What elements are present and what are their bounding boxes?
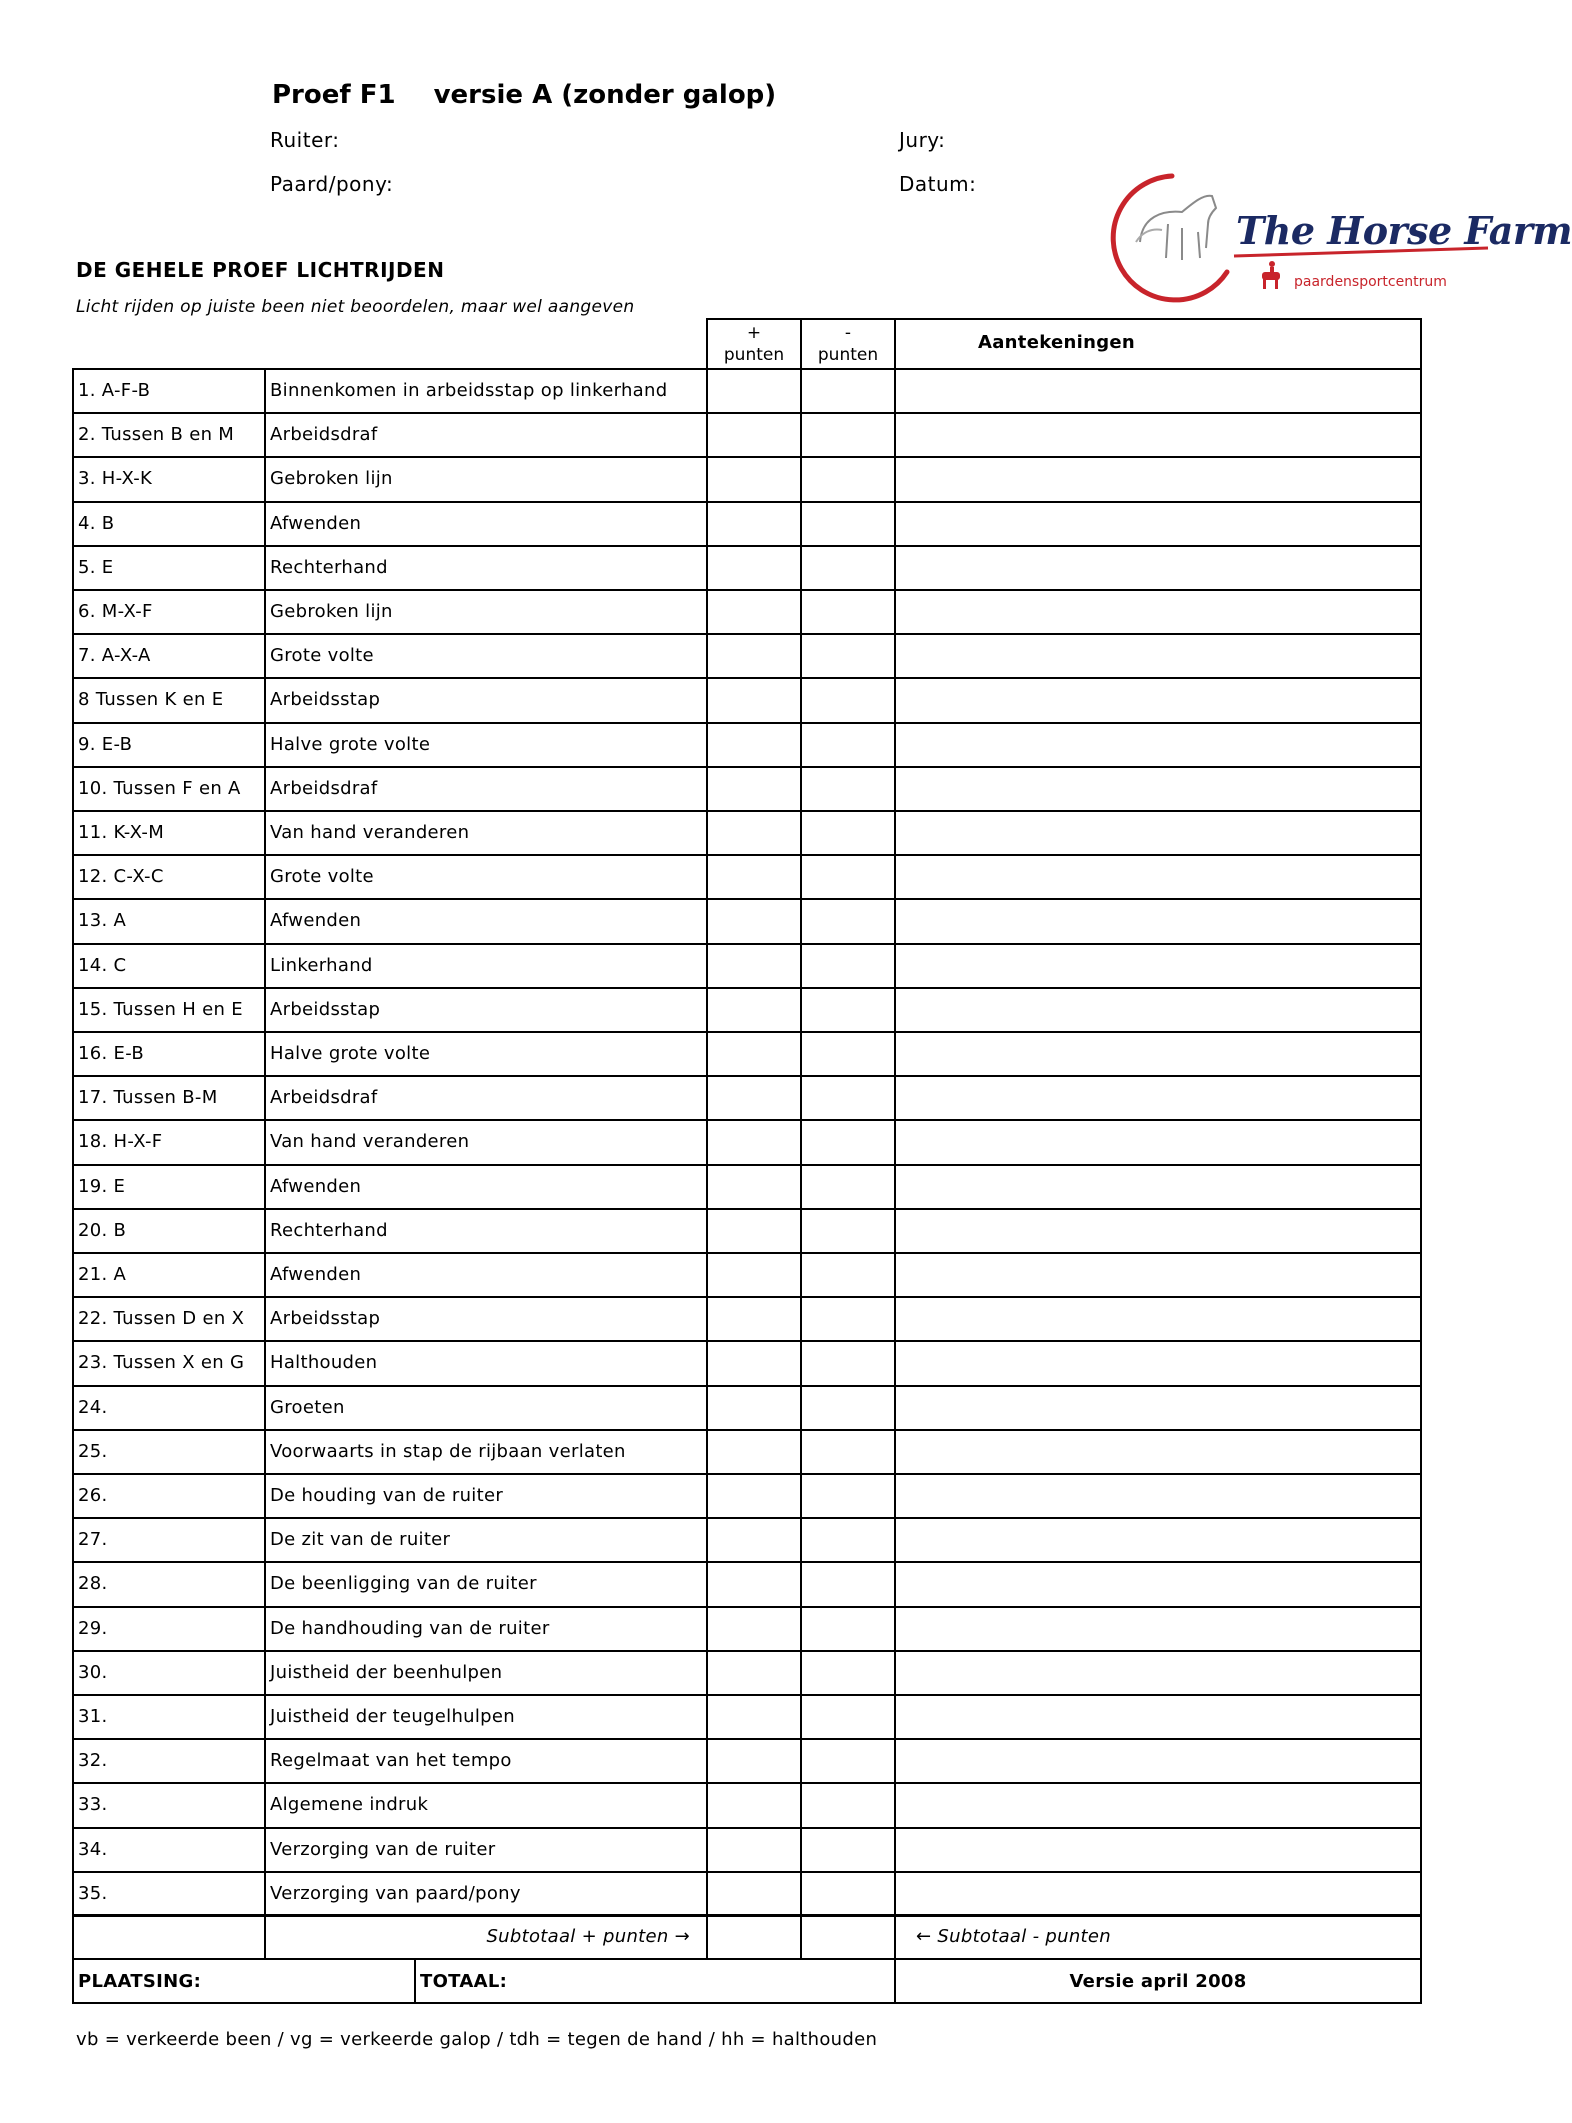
row-movement-cell (264, 1650, 708, 1696)
row-plus-field[interactable] (706, 1561, 802, 1608)
row-movement-cell (264, 1340, 708, 1387)
row-notes-field[interactable] (894, 810, 1422, 856)
row-movement-cell (264, 1561, 708, 1608)
row-notes-field[interactable] (894, 1738, 1422, 1784)
row-notes-field[interactable] (894, 412, 1422, 458)
row-notes-field[interactable] (894, 368, 1422, 414)
rider-label: Ruiter: (270, 128, 340, 152)
row-code: 35. (78, 1883, 108, 1904)
row-notes-field[interactable] (894, 854, 1422, 900)
row-movement: Rechterhand (270, 1220, 388, 1241)
row-movement: Voorwaarts in stap de rijbaan verlaten (270, 1441, 626, 1462)
row-plus-field[interactable] (706, 854, 802, 900)
row-movement-cell (264, 1208, 708, 1254)
row-code: 22. Tussen D en X (78, 1308, 245, 1329)
row-minus-field[interactable] (800, 722, 896, 768)
row-code-cell (72, 456, 266, 503)
row-code-cell (72, 545, 266, 591)
row-movement: De houding van de ruiter (270, 1485, 504, 1506)
row-code: 14. C (78, 955, 127, 976)
row-movement: Halve grote volte (270, 1043, 431, 1064)
row-notes-field[interactable] (894, 501, 1422, 547)
row-code-cell (72, 1517, 266, 1563)
row-minus-field[interactable] (800, 1164, 896, 1210)
row-code-cell (72, 1296, 266, 1342)
row-minus-field[interactable] (800, 1340, 896, 1387)
row-plus-field[interactable] (706, 1782, 802, 1829)
row-plus-field[interactable] (706, 1871, 802, 1917)
row-movement: Juistheid der beenhulpen (270, 1662, 503, 1683)
row-movement-cell (264, 943, 708, 989)
row-movement-cell (264, 722, 708, 768)
row-code-cell (72, 1473, 266, 1519)
row-code: 17. Tussen B-M (78, 1087, 218, 1108)
row-minus-field[interactable] (800, 677, 896, 724)
row-plus-field[interactable] (706, 368, 802, 414)
row-notes-field[interactable] (894, 1208, 1422, 1254)
row-code-cell (72, 1031, 266, 1077)
plus-sign: + (746, 323, 762, 343)
row-plus-field[interactable] (706, 766, 802, 812)
horse-farm-logo (1112, 172, 1572, 302)
row-movement: Arbeidsstap (270, 999, 381, 1020)
row-movement: De zit van de ruiter (270, 1529, 451, 1550)
total-label: TOTAAL: (420, 1971, 508, 1992)
row-code: 20. B (78, 1220, 127, 1241)
row-code: 3. H-X-K (78, 468, 153, 489)
row-minus-field[interactable] (800, 1561, 896, 1608)
row-code-cell (72, 1694, 266, 1740)
row-minus-field[interactable] (800, 1252, 896, 1298)
row-movement-cell (264, 1694, 708, 1740)
row-code: 25. (78, 1441, 108, 1462)
row-minus-field[interactable] (800, 1075, 896, 1121)
row-notes-field[interactable] (894, 1119, 1422, 1166)
row-plus-field[interactable] (706, 1827, 802, 1873)
row-notes-field[interactable] (894, 677, 1422, 724)
minus-sign: - (844, 323, 852, 343)
row-minus-field[interactable] (800, 898, 896, 945)
row-plus-field[interactable] (706, 412, 802, 458)
row-plus-field[interactable] (706, 810, 802, 856)
row-movement: Halve grote volte (270, 734, 431, 755)
row-plus-field[interactable] (706, 1252, 802, 1298)
row-code: 23. Tussen X en G (78, 1352, 245, 1373)
row-plus-field[interactable] (706, 456, 802, 503)
row-code-cell (72, 412, 266, 458)
row-notes-field[interactable] (894, 1075, 1422, 1121)
row-movement-cell (264, 501, 708, 547)
row-minus-field[interactable] (800, 943, 896, 989)
row-movement-cell (264, 545, 708, 591)
version-label: Versie april 2008 (1069, 1971, 1247, 1992)
row-code-cell (72, 1164, 266, 1210)
row-code: 29. (78, 1618, 108, 1639)
row-code-cell (72, 1782, 266, 1829)
row-notes-field[interactable] (894, 1031, 1422, 1077)
row-movement-cell (264, 1429, 708, 1475)
row-code-cell (72, 766, 266, 812)
subtotal-minus-cell (894, 1914, 1422, 1960)
row-movement: Gebroken lijn (270, 468, 393, 489)
row-code-cell (72, 1252, 266, 1298)
row-code: 2. Tussen B en M (78, 424, 235, 445)
row-code-cell (72, 1561, 266, 1608)
row-minus-field[interactable] (800, 633, 896, 679)
row-notes-field[interactable] (894, 943, 1422, 989)
row-plus-field[interactable] (706, 1738, 802, 1784)
row-minus-field[interactable] (800, 1208, 896, 1254)
row-code: 8 Tussen K en E (78, 689, 224, 710)
row-movement: Halthouden (270, 1352, 378, 1373)
row-plus-field[interactable] (706, 1075, 802, 1121)
subtotal-plus-label: Subtotaal + punten → (486, 1926, 690, 1947)
row-code: 16. E-B (78, 1043, 145, 1064)
row-movement: De handhouding van de ruiter (270, 1618, 550, 1639)
subtotal-minus-field[interactable] (800, 1914, 896, 1960)
row-notes-field[interactable] (894, 1296, 1422, 1342)
row-plus-field[interactable] (706, 677, 802, 724)
row-code-cell (72, 1385, 266, 1431)
page-title (272, 80, 776, 110)
row-code-cell (72, 1119, 266, 1166)
row-notes-field[interactable] (894, 1650, 1422, 1696)
placing-cell[interactable] (72, 1958, 416, 2004)
row-movement-cell (264, 1385, 708, 1431)
row-code: 6. M-X-F (78, 601, 153, 622)
row-plus-field[interactable] (706, 501, 802, 547)
test-subtitle: versie A (zonder galop) (433, 80, 777, 110)
row-plus-field[interactable] (706, 1650, 802, 1696)
row-minus-field[interactable] (800, 545, 896, 591)
row-movement: Arbeidsstap (270, 1308, 381, 1329)
row-notes-field[interactable] (894, 1429, 1422, 1475)
logo-tagline: paardensportcentrum (1294, 274, 1447, 290)
row-plus-field[interactable] (706, 987, 802, 1033)
row-movement: Algemene indruk (270, 1794, 429, 1815)
row-minus-field[interactable] (800, 456, 896, 503)
row-code-cell (72, 1606, 266, 1652)
row-code-cell (72, 722, 266, 768)
row-movement: Arbeidsdraf (270, 424, 378, 445)
row-movement-cell (264, 412, 708, 458)
row-notes-field[interactable] (894, 1473, 1422, 1519)
row-code-cell (72, 1738, 266, 1784)
row-notes-field[interactable] (894, 766, 1422, 812)
row-code: 7. A-X-A (78, 645, 151, 666)
row-movement-cell (264, 1738, 708, 1784)
abbreviation-legend: vb = verkeerde been / vg = verkeerde galop / tdh = tegen de hand / hh = halthouden (76, 2029, 878, 2050)
row-movement-cell (264, 1252, 708, 1298)
row-code: 28. (78, 1573, 108, 1594)
row-movement-cell (264, 1119, 708, 1166)
row-plus-field[interactable] (706, 1429, 802, 1475)
row-plus-field[interactable] (706, 1208, 802, 1254)
row-notes-field[interactable] (894, 1827, 1422, 1873)
row-movement-cell (264, 1827, 708, 1873)
row-movement: Arbeidsstap (270, 689, 381, 710)
row-notes-field[interactable] (894, 1252, 1422, 1298)
row-movement: Grote volte (270, 645, 374, 666)
row-plus-field[interactable] (706, 898, 802, 945)
row-minus-field[interactable] (800, 1031, 896, 1077)
notes-header-label: Aantekeningen (978, 332, 1136, 353)
row-plus-field[interactable] (706, 1473, 802, 1519)
row-minus-field[interactable] (800, 1385, 896, 1431)
row-movement-cell (264, 1871, 708, 1917)
row-minus-field[interactable] (800, 1296, 896, 1342)
row-movement-cell (264, 1782, 708, 1829)
row-plus-field[interactable] (706, 943, 802, 989)
row-movement: Van hand veranderen (270, 1131, 470, 1152)
row-code: 30. (78, 1662, 108, 1683)
row-minus-field[interactable] (800, 1782, 896, 1829)
row-code: 33. (78, 1794, 108, 1815)
row-movement: Linkerhand (270, 955, 373, 976)
row-notes-field[interactable] (894, 898, 1422, 945)
row-movement-cell (264, 810, 708, 856)
row-plus-field[interactable] (706, 1119, 802, 1166)
row-minus-field[interactable] (800, 368, 896, 414)
row-plus-field[interactable] (706, 1296, 802, 1342)
row-notes-field[interactable] (894, 1517, 1422, 1563)
row-plus-field[interactable] (706, 1385, 802, 1431)
row-movement: Verzorging van paard/pony (270, 1883, 521, 1904)
plus-punten-label: punten (723, 345, 785, 365)
row-code-cell (72, 1827, 266, 1873)
row-movement-cell (264, 1164, 708, 1210)
row-minus-field[interactable] (800, 810, 896, 856)
section-title: DE GEHELE PROEF LICHTRIJDEN (76, 258, 445, 282)
row-code-cell (72, 633, 266, 679)
row-minus-field[interactable] (800, 1827, 896, 1873)
row-movement-cell (264, 677, 708, 724)
row-movement: Juistheid der teugelhulpen (270, 1706, 515, 1727)
row-code: 11. K-X-M (78, 822, 165, 843)
row-minus-field[interactable] (800, 1738, 896, 1784)
row-code: 9. E-B (78, 734, 133, 755)
row-code: 24. (78, 1397, 108, 1418)
row-code: 13. A (78, 910, 127, 931)
row-code-cell (72, 1429, 266, 1475)
row-movement-cell (264, 1296, 708, 1342)
row-movement: Afwenden (270, 910, 362, 931)
row-movement: Arbeidsdraf (270, 1087, 378, 1108)
total-cell[interactable] (414, 1958, 896, 2004)
section-note: Licht rijden op juiste been niet beoordelen, maar wel aangeven (76, 297, 635, 317)
row-movement-cell (264, 1606, 708, 1652)
row-notes-field[interactable] (894, 1871, 1422, 1917)
row-code-cell (72, 987, 266, 1033)
row-notes-field[interactable] (894, 589, 1422, 635)
row-code: 19. E (78, 1176, 126, 1197)
row-minus-field[interactable] (800, 501, 896, 547)
row-plus-field[interactable] (706, 1164, 802, 1210)
minus-points-header (800, 318, 896, 370)
row-movement: Grote volte (270, 866, 374, 887)
row-code-cell (72, 810, 266, 856)
row-plus-field[interactable] (706, 589, 802, 635)
row-minus-field[interactable] (800, 1119, 896, 1166)
row-minus-field[interactable] (800, 1650, 896, 1696)
plus-points-header (706, 318, 802, 370)
row-notes-field[interactable] (894, 1694, 1422, 1740)
row-notes-field[interactable] (894, 1782, 1422, 1829)
row-code-cell (72, 854, 266, 900)
notes-header (894, 318, 1422, 370)
row-movement-cell (264, 898, 708, 945)
row-movement-cell (264, 1075, 708, 1121)
horse-label: Paard/pony: (270, 172, 394, 196)
row-minus-field[interactable] (800, 1871, 896, 1917)
row-movement: Rechterhand (270, 557, 388, 578)
version-cell (894, 1958, 1422, 2004)
row-movement: Afwenden (270, 1264, 362, 1285)
row-notes-field[interactable] (894, 545, 1422, 591)
row-code-cell (72, 368, 266, 414)
row-code: 5. E (78, 557, 114, 578)
row-plus-field[interactable] (706, 1031, 802, 1077)
row-movement: Gebroken lijn (270, 601, 393, 622)
subtotal-plus-field[interactable] (706, 1914, 802, 1960)
row-movement-cell (264, 854, 708, 900)
row-minus-field[interactable] (800, 987, 896, 1033)
test-title: Proef F1 (272, 80, 396, 110)
row-notes-field[interactable] (894, 722, 1422, 768)
row-notes-field[interactable] (894, 1561, 1422, 1608)
row-minus-field[interactable] (800, 1517, 896, 1563)
date-label: Datum: (899, 172, 977, 196)
row-code-cell (72, 1075, 266, 1121)
row-code: 10. Tussen F en A (78, 778, 241, 799)
row-movement-cell (264, 633, 708, 679)
row-minus-field[interactable] (800, 412, 896, 458)
row-code: 26. (78, 1485, 108, 1506)
subtotal-minus-label: ← Subtotaal - punten (916, 1926, 1111, 1947)
row-notes-field[interactable] (894, 1340, 1422, 1387)
row-code: 27. (78, 1529, 108, 1550)
row-movement: De beenligging van de ruiter (270, 1573, 537, 1594)
row-movement-cell (264, 368, 708, 414)
row-code: 18. H-X-F (78, 1131, 163, 1152)
placing-label: PLAATSING: (78, 1971, 202, 1992)
row-code-cell (72, 501, 266, 547)
row-minus-field[interactable] (800, 1473, 896, 1519)
row-code: 12. C-X-C (78, 866, 164, 887)
row-movement: Binnenkomen in arbeidsstap op linkerhand (270, 380, 668, 401)
row-code: 21. A (78, 1264, 127, 1285)
row-movement-cell (264, 589, 708, 635)
row-minus-field[interactable] (800, 854, 896, 900)
row-movement-cell (264, 1517, 708, 1563)
row-movement: Verzorging van de ruiter (270, 1839, 496, 1860)
row-code-cell (72, 943, 266, 989)
row-notes-field[interactable] (894, 456, 1422, 503)
row-movement: Van hand veranderen (270, 822, 470, 843)
row-notes-field[interactable] (894, 987, 1422, 1033)
row-code: 4. B (78, 513, 115, 534)
row-code: 31. (78, 1706, 108, 1727)
row-movement: Arbeidsdraf (270, 778, 378, 799)
row-movement-cell (264, 456, 708, 503)
row-minus-field[interactable] (800, 1606, 896, 1652)
logo-wordmark: The Horse Farm (1236, 208, 1572, 253)
row-minus-field[interactable] (800, 1694, 896, 1740)
row-notes-field[interactable] (894, 1606, 1422, 1652)
row-movement-cell (264, 766, 708, 812)
row-plus-field[interactable] (706, 722, 802, 768)
row-code-cell (72, 898, 266, 945)
row-movement: Afwenden (270, 1176, 362, 1197)
row-code: 32. (78, 1750, 108, 1771)
row-minus-field[interactable] (800, 1429, 896, 1475)
row-plus-field[interactable] (706, 545, 802, 591)
jury-label: Jury: (899, 128, 946, 152)
row-plus-field[interactable] (706, 1694, 802, 1740)
row-notes-field[interactable] (894, 1385, 1422, 1431)
row-plus-field[interactable] (706, 1517, 802, 1563)
row-code-cell (72, 1650, 266, 1696)
row-minus-field[interactable] (800, 766, 896, 812)
row-code: 15. Tussen H en E (78, 999, 243, 1020)
row-minus-field[interactable] (800, 589, 896, 635)
row-plus-field[interactable] (706, 633, 802, 679)
row-code-cell (72, 1340, 266, 1387)
row-movement-cell (264, 987, 708, 1033)
row-movement-cell (264, 1473, 708, 1519)
row-code: 34. (78, 1839, 108, 1860)
row-movement: Groeten (270, 1397, 345, 1418)
subtotal-plus-cell (264, 1914, 708, 1960)
row-code-cell (72, 677, 266, 724)
row-movement: Regelmaat van het tempo (270, 1750, 512, 1771)
row-movement-cell (264, 1031, 708, 1077)
subtotal-empty-cell (72, 1914, 266, 1960)
row-movement: Afwenden (270, 513, 362, 534)
row-notes-field[interactable] (894, 633, 1422, 679)
row-code-cell (72, 589, 266, 635)
row-code-cell (72, 1871, 266, 1917)
row-code: 1. A-F-B (78, 380, 151, 401)
row-notes-field[interactable] (894, 1164, 1422, 1210)
row-plus-field[interactable] (706, 1606, 802, 1652)
row-code-cell (72, 1208, 266, 1254)
minus-punten-label: punten (817, 345, 879, 365)
row-plus-field[interactable] (706, 1340, 802, 1387)
